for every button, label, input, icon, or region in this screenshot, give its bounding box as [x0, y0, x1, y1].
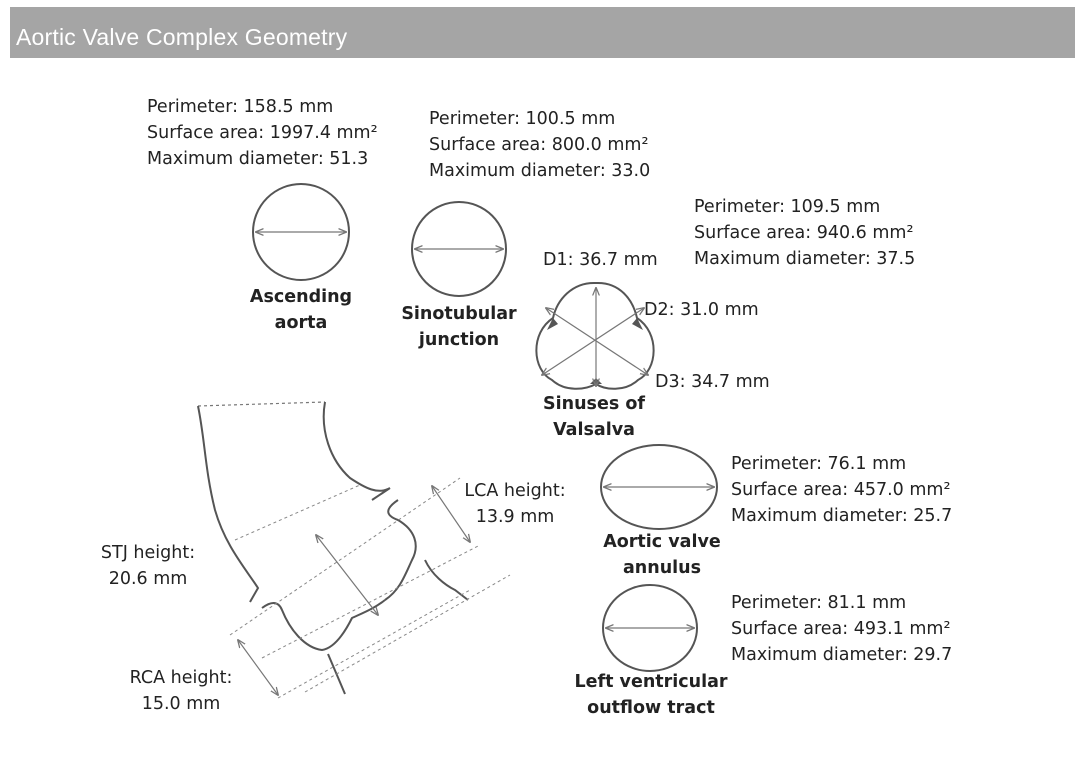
- lvot-label-line2: outflow tract: [587, 698, 715, 718]
- sinus-max-diameter: Maximum diameter: 37.5: [694, 249, 916, 269]
- annulus-label-line2: annulus: [622, 558, 702, 578]
- annulus-stats: [731, 451, 952, 529]
- sinus-perimeter: Perimeter: 109.5 mm: [694, 197, 881, 217]
- lvot-label-line1: Left ventricular: [574, 672, 728, 692]
- stj-height-title: STJ height:: [100, 543, 196, 563]
- stj-label: [379, 301, 539, 353]
- lca-height-label: [450, 478, 580, 530]
- aortic-root-longitudinal-view: [198, 402, 510, 698]
- stj-perimeter: Perimeter: 100.5 mm: [429, 109, 616, 129]
- stj-max-diameter: Maximum diameter: 33.0: [429, 161, 651, 181]
- lvot-label: [556, 669, 746, 721]
- ascending-aorta-label-line2: aorta: [274, 313, 328, 333]
- sinus-surface-area: Surface area: 940.6 mm²: [694, 223, 914, 243]
- sinuses-of-valsalva-cross-section: [536, 283, 653, 389]
- lvot-cross-section: [603, 585, 697, 671]
- ascending-aorta-max-diameter: Maximum diameter: 51.3: [147, 149, 369, 169]
- stj-height-arrow: [316, 535, 378, 615]
- sinus-d2-label: D2: 31.0 mm: [644, 300, 759, 320]
- ascending-aorta-perimeter: Perimeter: 158.5 mm: [147, 97, 334, 117]
- sinus-label-line2: Valsalva: [553, 420, 635, 440]
- rca-height-title: RCA height:: [129, 668, 233, 688]
- sinus-d1-label: D1: 36.7 mm: [543, 250, 658, 270]
- sinus-label-line1: Sinuses of: [543, 394, 645, 414]
- sinus-d3-line: [546, 308, 648, 375]
- ascending-aorta-label: [221, 284, 381, 336]
- lvot-surface-area: Surface area: 493.1 mm²: [731, 619, 951, 639]
- stj-surface-area: Surface area: 800.0 mm²: [429, 135, 649, 155]
- aortic-valve-annulus-cross-section: [601, 445, 717, 529]
- stj-label-line1: Sinotubular: [401, 304, 517, 324]
- lca-height-title: LCA height:: [464, 481, 566, 501]
- ascending-aorta-cross-section: [253, 184, 349, 280]
- lvot-max-diameter: Maximum diameter: 29.7: [731, 645, 953, 665]
- lvot-perimeter: Perimeter: 81.1 mm: [731, 593, 907, 613]
- stj-height-value: 20.6 mm: [108, 569, 188, 589]
- sinus-stats: [694, 194, 915, 272]
- stj-height-label: [83, 540, 213, 592]
- sinus-label: [514, 391, 674, 443]
- rca-height-value: 15.0 mm: [141, 694, 221, 714]
- annulus-max-diameter: Maximum diameter: 25.7: [731, 506, 953, 526]
- stj-stats: [429, 106, 650, 184]
- page-title: Aortic Valve Complex Geometry: [16, 24, 348, 50]
- sinus-d2-line: [542, 308, 644, 375]
- ascending-aorta-label-line1: Ascending: [249, 287, 353, 307]
- annulus-surface-area: Surface area: 457.0 mm²: [731, 480, 951, 500]
- lca-height-value: 13.9 mm: [475, 507, 555, 527]
- annulus-label-line1: Aortic valve: [603, 532, 721, 552]
- rca-height-label: [116, 665, 246, 717]
- annulus-label: [582, 529, 742, 581]
- ascending-aorta-surface-area: Surface area: 1997.4 mm²: [147, 123, 378, 143]
- sinus-d3-label: D3: 34.7 mm: [655, 372, 770, 392]
- ascending-aorta-stats: [147, 94, 378, 172]
- stj-label-line2: junction: [418, 330, 500, 350]
- lvot-stats: [731, 590, 952, 668]
- sinotubular-junction-cross-section: [412, 202, 506, 296]
- annulus-perimeter: Perimeter: 76.1 mm: [731, 454, 907, 474]
